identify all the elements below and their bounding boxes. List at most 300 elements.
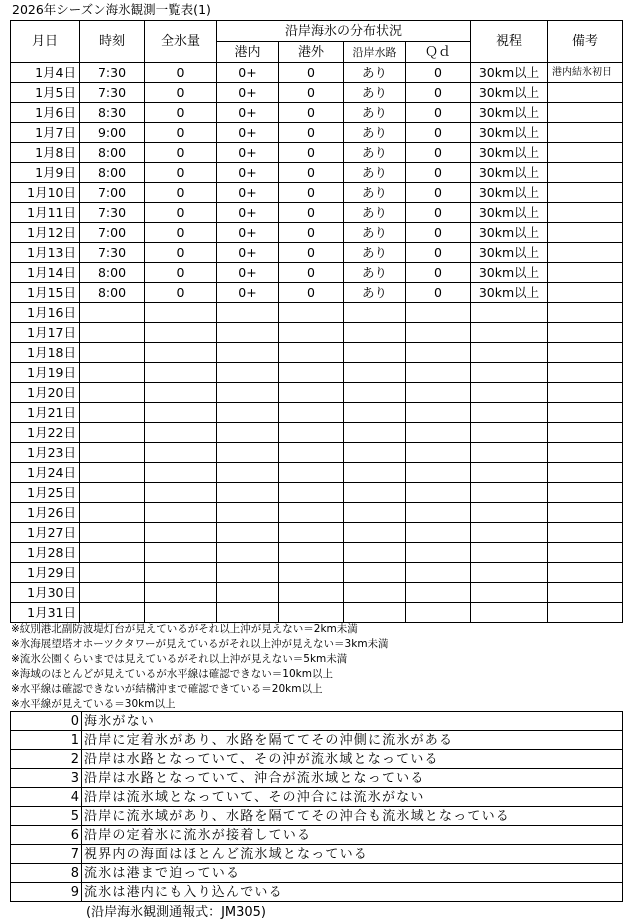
inner-port-cell: 0+ — [217, 163, 279, 183]
inner-port-cell: 0+ — [217, 63, 279, 83]
header-outer-port: 港外 — [279, 42, 344, 63]
inner-port-cell — [217, 523, 279, 543]
qd-cell: 0 — [406, 263, 471, 283]
visibility-cell: 30km以上 — [471, 83, 548, 103]
time-cell — [80, 483, 145, 503]
visibility-cell — [471, 463, 548, 483]
code-number: 8 — [11, 864, 82, 883]
date-cell: 1月21日 — [11, 403, 80, 423]
code-description: 視界内の海面はほとんど流氷域となっている — [82, 845, 623, 864]
inner-port-cell — [217, 463, 279, 483]
coastal-channel-cell: あり — [344, 183, 406, 203]
qd-cell: 0 — [406, 63, 471, 83]
time-cell: 8:00 — [80, 143, 145, 163]
coastal-channel-cell — [344, 383, 406, 403]
date-cell: 1月5日 — [11, 83, 80, 103]
remarks-cell — [548, 123, 623, 143]
table-row — [11, 203, 623, 223]
time-cell: 7:30 — [80, 243, 145, 263]
time-cell: 7:00 — [80, 223, 145, 243]
outer-port-cell — [279, 303, 344, 323]
outer-port-cell — [279, 583, 344, 603]
table-row — [11, 183, 623, 203]
table-row — [11, 163, 623, 183]
date-cell: 1月7日 — [11, 123, 80, 143]
remarks-cell — [548, 263, 623, 283]
table-row — [11, 323, 623, 343]
qd-cell — [406, 583, 471, 603]
visibility-cell — [471, 383, 548, 403]
table-row — [11, 103, 623, 123]
qd-cell — [406, 603, 471, 623]
total-ice-cell — [145, 363, 217, 383]
inner-port-cell — [217, 503, 279, 523]
qd-cell — [406, 303, 471, 323]
date-cell: 1月18日 — [11, 343, 80, 363]
remarks-cell — [548, 543, 623, 563]
date-cell: 1月20日 — [11, 383, 80, 403]
date-cell: 1月16日 — [11, 303, 80, 323]
code-number: 2 — [11, 750, 82, 769]
table-row — [11, 123, 623, 143]
coastal-channel-cell — [344, 363, 406, 383]
time-cell — [80, 323, 145, 343]
remarks-cell — [548, 483, 623, 503]
date-cell: 1月29日 — [11, 563, 80, 583]
time-cell: 7:30 — [80, 83, 145, 103]
outer-port-cell: 0 — [279, 103, 344, 123]
total-ice-cell — [145, 423, 217, 443]
code-description: 沿岸は流氷域となっていて、その沖合には流氷がない — [82, 788, 623, 807]
qd-cell: 0 — [406, 123, 471, 143]
qd-cell — [406, 423, 471, 443]
total-ice-cell: 0 — [145, 203, 217, 223]
outer-port-cell — [279, 423, 344, 443]
visibility-cell: 30km以上 — [471, 123, 548, 143]
date-cell: 1月10日 — [11, 183, 80, 203]
qd-cell: 0 — [406, 283, 471, 303]
date-cell: 1月12日 — [11, 223, 80, 243]
remarks-cell — [548, 603, 623, 623]
coastal-channel-cell — [344, 463, 406, 483]
coastal-channel-cell — [344, 583, 406, 603]
table-row — [11, 523, 623, 543]
remarks-cell — [548, 503, 623, 523]
code-description: 沿岸に定着氷があり、水路を隔ててその沖側に流氷がある — [82, 731, 623, 750]
outer-port-cell — [279, 563, 344, 583]
note-line: ※氷海展望塔オホーツクタワーが見えているがそれ以上沖が見えない＝3km未満 — [11, 638, 389, 650]
header-inner-port: 港内 — [217, 42, 279, 63]
remarks-cell — [548, 143, 623, 163]
outer-port-cell: 0 — [279, 283, 344, 303]
visibility-cell — [471, 543, 548, 563]
table-body — [11, 63, 623, 623]
table-row — [11, 243, 623, 263]
inner-port-cell — [217, 443, 279, 463]
inner-port-cell: 0+ — [217, 103, 279, 123]
visibility-cell: 30km以上 — [471, 203, 548, 223]
time-cell — [80, 543, 145, 563]
outer-port-cell — [279, 503, 344, 523]
table-row — [11, 223, 623, 243]
inner-port-cell — [217, 383, 279, 403]
remarks-cell — [548, 403, 623, 423]
date-cell: 1月27日 — [11, 523, 80, 543]
qd-cell — [406, 483, 471, 503]
coastal-channel-cell: あり — [344, 203, 406, 223]
inner-port-cell — [217, 343, 279, 363]
time-cell — [80, 303, 145, 323]
inner-port-cell — [217, 543, 279, 563]
inner-port-cell — [217, 563, 279, 583]
coastal-channel-cell — [344, 323, 406, 343]
total-ice-cell — [145, 463, 217, 483]
coastal-channel-cell — [344, 563, 406, 583]
time-cell — [80, 583, 145, 603]
total-ice-cell: 0 — [145, 163, 217, 183]
date-cell: 1月8日 — [11, 143, 80, 163]
date-cell: 1月9日 — [11, 163, 80, 183]
table-row — [11, 403, 623, 423]
remarks-cell — [548, 163, 623, 183]
visibility-cell: 30km以上 — [471, 183, 548, 203]
visibility-cell — [471, 443, 548, 463]
code-row — [11, 864, 623, 883]
inner-port-cell — [217, 423, 279, 443]
remarks-cell: 港内結氷初日 — [548, 63, 623, 83]
outer-port-cell: 0 — [279, 203, 344, 223]
visibility-cell: 30km以上 — [471, 263, 548, 283]
coastal-channel-cell — [344, 483, 406, 503]
visibility-cell — [471, 303, 548, 323]
outer-port-cell — [279, 383, 344, 403]
time-cell: 8:00 — [80, 283, 145, 303]
code-number: 1 — [11, 731, 82, 750]
outer-port-cell: 0 — [279, 63, 344, 83]
qd-cell — [406, 323, 471, 343]
total-ice-cell: 0 — [145, 63, 217, 83]
table-row — [11, 263, 623, 283]
outer-port-cell: 0 — [279, 163, 344, 183]
header-coastal-channel: 沿岸水路 — [344, 42, 406, 63]
time-cell — [80, 403, 145, 423]
table-row — [11, 443, 623, 463]
code-description: 海氷がない — [82, 712, 623, 731]
coastal-channel-cell: あり — [344, 143, 406, 163]
code-number: 7 — [11, 845, 82, 864]
note-line: ※海域のほとんどが見えているが水平線は確認できない＝10km以上 — [11, 668, 333, 680]
remarks-cell — [548, 83, 623, 103]
time-cell: 7:30 — [80, 63, 145, 83]
inner-port-cell: 0+ — [217, 123, 279, 143]
remarks-cell — [548, 183, 623, 203]
date-cell: 1月14日 — [11, 263, 80, 283]
coastal-channel-cell — [344, 523, 406, 543]
visibility-cell: 30km以上 — [471, 103, 548, 123]
note-line: ※紋別港北副防波堤灯台が見えているがそれ以上沖が見えない＝2km未満 — [11, 623, 358, 635]
date-cell: 1月6日 — [11, 103, 80, 123]
date-cell: 1月19日 — [11, 363, 80, 383]
header-time: 時刻 — [80, 21, 145, 63]
outer-port-cell — [279, 523, 344, 543]
inner-port-cell: 0+ — [217, 243, 279, 263]
time-cell: 7:30 — [80, 203, 145, 223]
coastal-channel-cell — [344, 343, 406, 363]
outer-port-cell — [279, 443, 344, 463]
time-cell: 8:30 — [80, 103, 145, 123]
qd-cell — [406, 343, 471, 363]
header-visibility: 視程 — [471, 21, 548, 63]
code-row — [11, 769, 623, 788]
code-number: 3 — [11, 769, 82, 788]
qd-cell — [406, 523, 471, 543]
time-cell: 8:00 — [80, 163, 145, 183]
date-cell: 1月4日 — [11, 63, 80, 83]
code-number: 5 — [11, 807, 82, 826]
table-row — [11, 463, 623, 483]
code-row — [11, 731, 623, 750]
remarks-cell — [548, 583, 623, 603]
remarks-cell — [548, 323, 623, 343]
remarks-cell — [548, 223, 623, 243]
total-ice-cell — [145, 383, 217, 403]
coastal-channel-cell — [344, 503, 406, 523]
header-total-ice: 全氷量 — [145, 21, 217, 63]
table-row — [11, 343, 623, 363]
code-row — [11, 845, 623, 864]
total-ice-cell — [145, 403, 217, 423]
time-cell — [80, 423, 145, 443]
remarks-cell — [548, 203, 623, 223]
remarks-cell — [548, 243, 623, 263]
visibility-cell — [471, 423, 548, 443]
visibility-cell — [471, 403, 548, 423]
inner-port-cell: 0+ — [217, 143, 279, 163]
table-row — [11, 543, 623, 563]
remarks-cell — [548, 523, 623, 543]
coastal-channel-cell — [344, 403, 406, 423]
qd-cell: 0 — [406, 83, 471, 103]
coastal-channel-cell: あり — [344, 223, 406, 243]
code-number: 9 — [11, 883, 82, 902]
outer-port-cell — [279, 463, 344, 483]
qd-cell — [406, 363, 471, 383]
time-cell — [80, 443, 145, 463]
time-cell: 7:00 — [80, 183, 145, 203]
time-cell — [80, 523, 145, 543]
outer-port-cell: 0 — [279, 183, 344, 203]
coastal-channel-cell: あり — [344, 283, 406, 303]
inner-port-cell — [217, 583, 279, 603]
code-number: 6 — [11, 826, 82, 845]
total-ice-cell — [145, 503, 217, 523]
qd-cell: 0 — [406, 223, 471, 243]
outer-port-cell — [279, 543, 344, 563]
qd-cell: 0 — [406, 103, 471, 123]
inner-port-cell: 0+ — [217, 223, 279, 243]
visibility-cell — [471, 503, 548, 523]
remarks-cell — [548, 103, 623, 123]
total-ice-cell: 0 — [145, 143, 217, 163]
inner-port-cell: 0+ — [217, 183, 279, 203]
total-ice-cell — [145, 483, 217, 503]
inner-port-cell — [217, 483, 279, 503]
code-row — [11, 788, 623, 807]
total-ice-cell — [145, 543, 217, 563]
remarks-cell — [548, 423, 623, 443]
date-cell: 1月17日 — [11, 323, 80, 343]
total-ice-cell: 0 — [145, 263, 217, 283]
outer-port-cell — [279, 323, 344, 343]
code-description: 沿岸に流氷域があり、水路を隔ててその沖合も流氷域となっている — [82, 807, 623, 826]
table-row — [11, 423, 623, 443]
time-cell: 8:00 — [80, 263, 145, 283]
qd-cell — [406, 563, 471, 583]
coastal-channel-cell — [344, 543, 406, 563]
outer-port-cell: 0 — [279, 243, 344, 263]
total-ice-cell — [145, 583, 217, 603]
outer-port-cell: 0 — [279, 123, 344, 143]
qd-cell — [406, 463, 471, 483]
note-line: ※流氷公園くらいまでは見えているがそれ以上沖が見えない＝5km未満 — [11, 653, 348, 665]
code-row — [11, 826, 623, 845]
header-qd: Ｑｄ — [406, 42, 471, 63]
inner-port-cell — [217, 323, 279, 343]
code-description: 沿岸は水路となっていて、その沖が流氷域となっている — [82, 750, 623, 769]
coastal-channel-cell — [344, 603, 406, 623]
total-ice-cell: 0 — [145, 243, 217, 263]
time-cell — [80, 343, 145, 363]
coastal-channel-cell — [344, 303, 406, 323]
coastal-channel-cell — [344, 423, 406, 443]
coastal-channel-cell: あり — [344, 243, 406, 263]
code-description: 流氷は港内にも入り込んでいる — [82, 883, 623, 902]
total-ice-cell — [145, 323, 217, 343]
qd-cell: 0 — [406, 183, 471, 203]
qd-cell: 0 — [406, 203, 471, 223]
qd-cell — [406, 543, 471, 563]
date-cell: 1月15日 — [11, 283, 80, 303]
table-row — [11, 503, 623, 523]
total-ice-cell — [145, 603, 217, 623]
qd-cell: 0 — [406, 243, 471, 263]
inner-port-cell — [217, 303, 279, 323]
total-ice-cell: 0 — [145, 83, 217, 103]
code-number: 0 — [11, 712, 82, 731]
qd-cell — [406, 503, 471, 523]
visibility-cell: 30km以上 — [471, 223, 548, 243]
visibility-notes — [11, 622, 389, 712]
outer-port-cell: 0 — [279, 223, 344, 243]
header-coastal-group: 沿岸海氷の分布状況 — [217, 21, 471, 42]
coastal-channel-cell: あり — [344, 103, 406, 123]
table-row — [11, 563, 623, 583]
note-line: ※水平線は確認できないが結構沖まで確認できている＝20km以上 — [11, 683, 323, 695]
time-cell — [80, 363, 145, 383]
total-ice-cell: 0 — [145, 283, 217, 303]
table-row — [11, 603, 623, 623]
coastal-channel-cell: あり — [344, 83, 406, 103]
inner-port-cell — [217, 363, 279, 383]
time-cell — [80, 383, 145, 403]
coastal-channel-cell — [344, 443, 406, 463]
visibility-cell — [471, 323, 548, 343]
table-row — [11, 143, 623, 163]
inner-port-cell: 0+ — [217, 283, 279, 303]
visibility-cell: 30km以上 — [471, 243, 548, 263]
total-ice-cell: 0 — [145, 103, 217, 123]
outer-port-cell: 0 — [279, 263, 344, 283]
date-cell: 1月31日 — [11, 603, 80, 623]
date-cell: 1月28日 — [11, 543, 80, 563]
remarks-cell — [548, 383, 623, 403]
code-description: 流氷は港まで迫っている — [82, 864, 623, 883]
qd-cell — [406, 383, 471, 403]
visibility-cell — [471, 563, 548, 583]
remarks-cell — [548, 563, 623, 583]
code-row — [11, 712, 623, 731]
visibility-cell: 30km以上 — [471, 63, 548, 83]
date-cell: 1月30日 — [11, 583, 80, 603]
footer-note: (沿岸海氷観測通報式：JM305) — [86, 905, 267, 920]
code-row — [11, 750, 623, 769]
date-cell: 1月11日 — [11, 203, 80, 223]
date-cell: 1月13日 — [11, 243, 80, 263]
header-date: 月日 — [11, 21, 80, 63]
time-cell — [80, 503, 145, 523]
inner-port-cell: 0+ — [217, 203, 279, 223]
remarks-cell — [548, 283, 623, 303]
page-title: 2026年シーズン海氷観測一覧表(1) — [12, 2, 211, 17]
outer-port-cell — [279, 483, 344, 503]
coastal-channel-cell: あり — [344, 63, 406, 83]
total-ice-cell — [145, 443, 217, 463]
table-row — [11, 303, 623, 323]
remarks-cell — [548, 363, 623, 383]
outer-port-cell — [279, 403, 344, 423]
outer-port-cell: 0 — [279, 143, 344, 163]
qd-cell: 0 — [406, 163, 471, 183]
inner-port-cell — [217, 603, 279, 623]
total-ice-cell: 0 — [145, 183, 217, 203]
table-row — [11, 383, 623, 403]
inner-port-cell: 0+ — [217, 263, 279, 283]
coastal-channel-cell: あり — [344, 263, 406, 283]
qd-cell: 0 — [406, 143, 471, 163]
date-cell: 1月23日 — [11, 443, 80, 463]
table-row — [11, 83, 623, 103]
total-ice-cell: 0 — [145, 223, 217, 243]
coastal-channel-cell: あり — [344, 123, 406, 143]
remarks-cell — [548, 443, 623, 463]
remarks-cell — [548, 303, 623, 323]
total-ice-cell — [145, 523, 217, 543]
visibility-cell: 30km以上 — [471, 283, 548, 303]
date-cell: 1月26日 — [11, 503, 80, 523]
note-line: ※水平線が見えている＝30km以上 — [11, 698, 176, 710]
time-cell: 9:00 — [80, 123, 145, 143]
remarks-cell — [548, 463, 623, 483]
visibility-cell: 30km以上 — [471, 143, 548, 163]
qd-cell — [406, 443, 471, 463]
visibility-cell — [471, 363, 548, 383]
code-row — [11, 807, 623, 826]
visibility-cell — [471, 343, 548, 363]
date-cell: 1月24日 — [11, 463, 80, 483]
table-row — [11, 63, 623, 83]
remarks-cell — [548, 343, 623, 363]
total-ice-cell — [145, 563, 217, 583]
